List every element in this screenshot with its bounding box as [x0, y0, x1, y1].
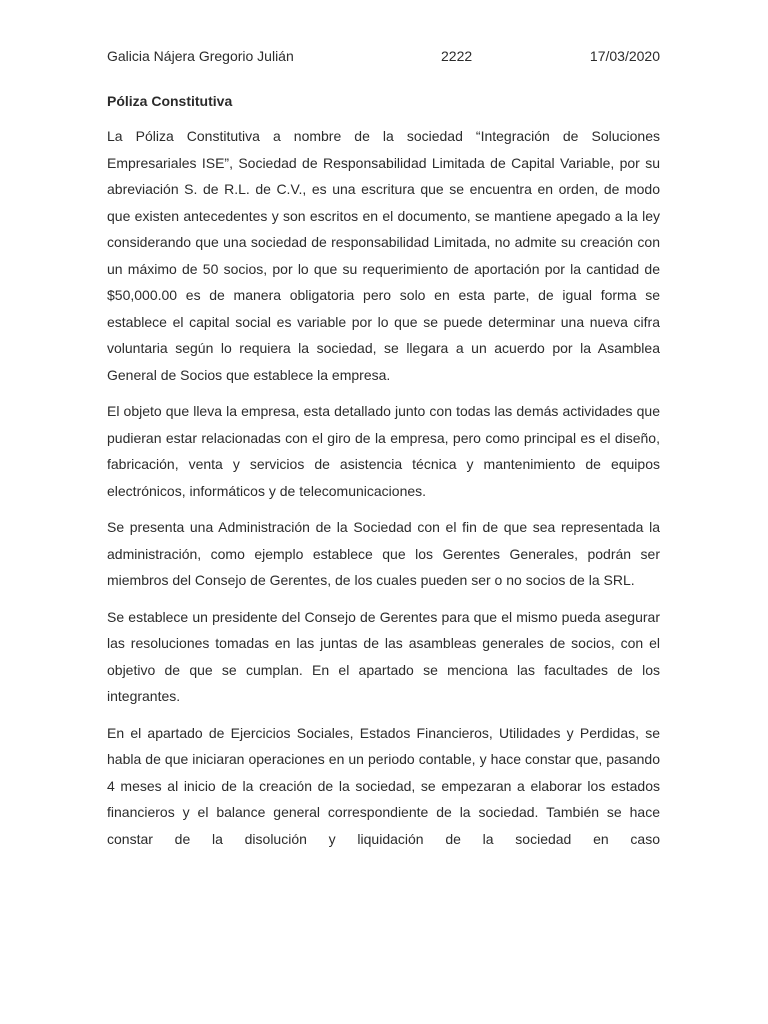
document-date: 17/03/2020	[589, 48, 660, 64]
paragraph-1: La Póliza Constitutiva a nombre de la sociedad “Integración de Soluciones Empresariales ISE”, Sociedad de Responsabilidad Limitada de Capital Variable, por su abreviación S. de R.L. de C.V., es una escritura que se encuentra en orden, de modo que existen antecedentes y son escritos en el documento, se mantiene apegado a la ley considerando que una sociedad de responsabilidad Limitada, no admite su creación con un máximo de 50 socios, por lo que su requerimiento de aportación por la cantidad de $50,000.00 es de manera obligatoria pero solo en esta parte, de igual forma se establece el capital social es variable por lo que se puede determinar una nueva cifra voluntaria según lo requiera la sociedad, se llegara a un acuerdo por la Asamblea General de Socios que establece la empresa.	[107, 128, 660, 383]
page-header	[107, 45, 660, 67]
paragraph-3: Se presenta una Administración de la Sociedad con el fin de que sea representada la administración, como ejemplo establece que los Gerentes Generales, podrán ser miembros del Consejo de Gerentes, de los cuales pueden ser o no socios de la SRL.	[107, 519, 660, 588]
paragraph-4: Se establece un presidente del Consejo de Gerentes para que el mismo pueda asegurar las resoluciones tomadas en las juntas de las asambleas generales de socios, con el objetivo de que se cumplan. En el apartado se menciona las facultades de los integrantes.	[107, 608, 660, 704]
document-body	[107, 123, 660, 933]
paragraph-2: El objeto que lleva la empresa, esta detallado junto con todas las demás actividades que pudieran estar relacionadas con el giro de la empresa, pero como principal es el diseño, fabricación, venta y servicios de asistencia técnica y mantenimiento de equipos electrónicos, informáticos y de telecomunicaciones.	[107, 403, 660, 499]
student-code: 2222	[441, 48, 473, 64]
document-title: Póliza Constitutiva	[107, 93, 233, 109]
paragraph-5: En el apartado de Ejercicios Sociales, Estados Financieros, Utilidades y Perdidas, se habla de que iniciaran operaciones en un periodo contable, y hace constar que, pasando 4 meses al inicio de la creación de la sociedad, se empezaran a elaborar los estados financieros y el balance general correspondiente de la sociedad. También se hace constar de la disolución y liquidación de la sociedad en caso	[107, 724, 660, 847]
author-name: Galicia Nájera Gregorio Julián	[107, 48, 294, 64]
